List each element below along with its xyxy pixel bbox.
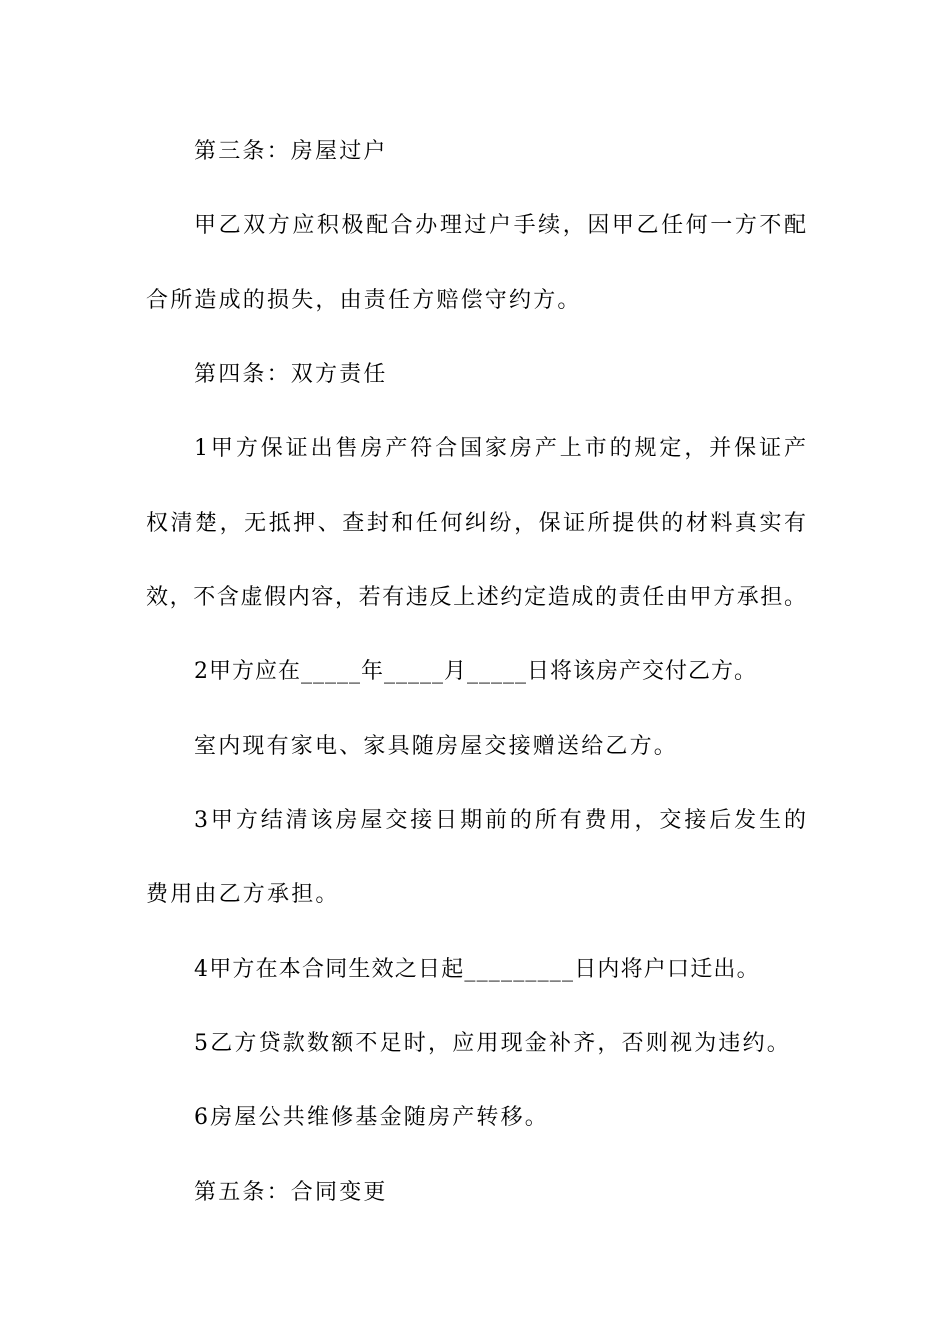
clause-2-line-2: 室内现有家电、家具随房屋交接赠送给乙方。 — [194, 734, 679, 759]
clause-1-line-1: 1甲方保证出售房产符合国家房产上市的规定，并保证产 — [194, 436, 806, 461]
clause-5: 5乙方贷款数额不足时，应用现金补齐，否则视为违约。 — [194, 1031, 791, 1056]
clause-3-line-1: 3甲方结清该房屋交接日期前的所有费用，交接后发生的 — [194, 808, 806, 833]
clause-6: 6房屋公共维修基金随房产转移。 — [194, 1105, 549, 1130]
clause-1-line-3: 效，不含虚假内容，若有违反上述约定造成的责任由甲方承担。 — [146, 585, 806, 610]
article-3-text-line-1: 甲乙双方应积极配合办理过户手续，因甲乙任何一方不配 — [194, 213, 806, 238]
clause-3-line-2: 费用由乙方承担。 — [146, 882, 340, 907]
article-4-heading: 第四条：双方责任 — [194, 362, 388, 387]
article-3-heading: 第三条：房屋过户 — [194, 139, 388, 164]
clause-2-line-1: 2甲方应在_____年_____月_____日将该房产交付乙方。 — [194, 659, 757, 684]
clause-4: 4甲方在本合同生效之日起_________日内将户口迁出。 — [194, 957, 760, 982]
clause-1-line-2: 权清楚，无抵押、查封和任何纠纷，保证所提供的材料真实有 — [146, 511, 806, 536]
article-5-heading: 第五条：合同变更 — [194, 1180, 388, 1205]
article-3-text-line-2: 合所造成的损失，由责任方赔偿守约方。 — [146, 288, 582, 313]
